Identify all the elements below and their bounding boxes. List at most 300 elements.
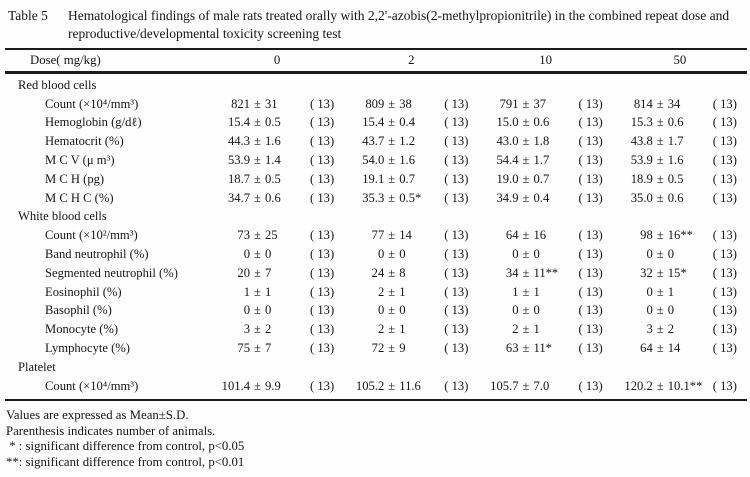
value-cell xyxy=(613,285,703,300)
sd-value: 1.7 xyxy=(533,153,550,168)
dose-group-cell xyxy=(479,97,613,112)
dose-group-cell xyxy=(344,247,478,262)
plus-minus-sign: ± xyxy=(254,322,261,337)
sd-value: 0 xyxy=(667,303,675,318)
animal-count: ( 13) xyxy=(444,153,469,168)
mean-value: 1 xyxy=(243,284,250,299)
plus-minus-sign: ± xyxy=(656,171,664,186)
dose-group-cell xyxy=(479,341,613,356)
value-cell xyxy=(210,285,300,300)
mean-value: 15.4 xyxy=(362,115,385,130)
value-cell xyxy=(479,153,569,168)
value-cell xyxy=(344,322,434,337)
plus-minus-sign: ± xyxy=(388,115,396,130)
value-cell xyxy=(613,191,703,206)
dose-group-cell xyxy=(210,322,344,337)
animal-count: ( 13) xyxy=(444,378,469,393)
mean-value: 3 xyxy=(646,322,653,337)
animal-count: ( 13) xyxy=(444,284,469,299)
plus-minus-sign: ± xyxy=(522,190,530,205)
hematology-table xyxy=(5,48,747,401)
sd-value: 14 xyxy=(667,341,681,356)
value-cell xyxy=(344,153,434,168)
dose-group-cell xyxy=(613,134,747,149)
dose-group-cell xyxy=(344,379,478,394)
mean-value: 43.8 xyxy=(630,134,653,149)
dose-group-cell xyxy=(479,303,613,318)
sd-value: 14 xyxy=(399,228,412,243)
value-cell xyxy=(613,134,703,149)
animal-count: ( 13) xyxy=(578,190,603,205)
mean-value: 0 xyxy=(646,284,653,299)
mean-value: 72 xyxy=(371,341,385,356)
sd-value: 0.6 xyxy=(667,115,684,130)
dose-group-cell xyxy=(344,322,478,337)
value-cell xyxy=(479,341,569,356)
plus-minus-sign: ± xyxy=(522,96,530,111)
sd-value: 7 xyxy=(265,265,272,280)
plus-minus-sign: ± xyxy=(254,115,261,130)
plus-minus-sign: ± xyxy=(254,190,261,205)
animal-count: ( 13) xyxy=(310,303,335,318)
mean-value: 24 xyxy=(371,265,385,280)
mean-value: 15.3 xyxy=(630,115,653,130)
plus-minus-sign: ± xyxy=(388,134,396,149)
value-cell xyxy=(344,191,434,206)
sd-value: 0.5 xyxy=(667,171,684,186)
sd-value: 0 xyxy=(265,303,272,318)
animal-count: ( 13) xyxy=(578,171,603,186)
mean-value: 77 xyxy=(371,228,385,243)
sd-value: 7.0 xyxy=(533,378,550,393)
mean-value: 15.0 xyxy=(496,115,519,130)
dose-group-cell xyxy=(210,172,344,187)
value-cell xyxy=(210,341,300,356)
value-cell xyxy=(613,379,703,394)
mean-value: 0 xyxy=(512,303,519,318)
animal-count: ( 13) xyxy=(444,134,469,149)
animal-count: ( 13) xyxy=(444,322,469,337)
sd-value: 1.6 xyxy=(667,153,684,168)
parameter-label: M C H C (%) xyxy=(45,190,114,205)
dose-group-cell xyxy=(210,228,344,243)
plus-minus-sign: ± xyxy=(254,284,261,299)
mean-value: 43.7 xyxy=(362,134,385,149)
dose-group-cell xyxy=(479,228,613,243)
dose-group-cell xyxy=(210,341,344,356)
plus-minus-sign: ± xyxy=(522,284,530,299)
parameter-label: Basophil (%) xyxy=(45,303,112,318)
plus-minus-sign: ± xyxy=(388,378,396,393)
mean-value: 0 xyxy=(377,247,385,262)
plus-minus-sign: ± xyxy=(254,171,261,186)
dose-group-cell xyxy=(344,266,478,281)
mean-value: 18.7 xyxy=(227,171,250,186)
value-cell xyxy=(479,379,569,394)
animal-count: ( 13) xyxy=(444,171,469,186)
value-cell xyxy=(613,115,703,130)
animal-count: ( 13) xyxy=(310,378,335,393)
plus-minus-sign: ± xyxy=(522,265,530,280)
mean-value: 2 xyxy=(377,284,385,299)
mean-value: 43.0 xyxy=(496,134,519,149)
dose-group-cell xyxy=(613,341,747,356)
dose-group-cell xyxy=(613,228,747,243)
value-cell xyxy=(210,379,300,394)
animal-count: ( 13) xyxy=(578,265,603,280)
footnote-p005: * : significant difference from control, p<0.05 xyxy=(6,439,245,454)
value-cell xyxy=(613,228,703,243)
dose-group-cell xyxy=(479,115,613,130)
sd-value: 16** xyxy=(667,228,693,243)
mean-value: 0 xyxy=(512,247,519,262)
mean-value: 44.3 xyxy=(227,134,250,149)
plus-minus-sign: ± xyxy=(254,265,261,280)
sd-value: 37 xyxy=(533,96,547,111)
animal-count: ( 13) xyxy=(712,190,737,205)
sd-value: 1.4 xyxy=(265,153,281,168)
dose-group-cell xyxy=(344,134,478,149)
sd-value: 9.9 xyxy=(265,378,281,393)
animal-count: ( 13) xyxy=(310,190,335,205)
dose-value-10: 10 xyxy=(539,53,553,67)
dose-group-cell xyxy=(613,285,747,300)
data-row xyxy=(5,151,747,170)
footnote-parenthesis: Parenthesis indicates number of animals. xyxy=(6,423,216,438)
sd-value: 0.4 xyxy=(399,115,415,130)
sd-value: 0 xyxy=(399,303,406,318)
plus-minus-sign: ± xyxy=(254,341,261,356)
sd-value: 1.6 xyxy=(399,153,415,168)
mean-value: 814 xyxy=(633,96,653,111)
footnote-p001: **: significant difference from control, p<0.01 xyxy=(6,454,245,469)
mean-value: 32 xyxy=(640,265,653,280)
mean-value: 19.1 xyxy=(362,171,385,186)
plus-minus-sign: ± xyxy=(656,153,664,168)
animal-count: ( 13) xyxy=(712,96,737,111)
plus-minus-sign: ± xyxy=(522,171,530,186)
animal-count: ( 13) xyxy=(578,247,603,262)
sd-value: 9 xyxy=(399,341,406,356)
parameter-label: Hemoglobin (g/dℓ) xyxy=(45,115,142,130)
parameter-label: Count (×10⁴/mm³) xyxy=(45,378,139,393)
animal-count: ( 13) xyxy=(310,134,335,149)
sd-value: 1 xyxy=(265,284,272,299)
animal-count: ( 13) xyxy=(444,247,469,262)
sd-value: 0.6 xyxy=(533,115,550,130)
mean-value: 53.9 xyxy=(227,153,250,168)
value-cell xyxy=(613,153,703,168)
parameter-label: M C V (μ m³) xyxy=(45,153,115,168)
value-cell xyxy=(344,303,434,318)
value-cell xyxy=(344,266,434,281)
plus-minus-sign: ± xyxy=(656,378,664,393)
plus-minus-sign: ± xyxy=(388,265,396,280)
plus-minus-sign: ± xyxy=(656,134,664,149)
animal-count: ( 13) xyxy=(310,341,335,356)
dose-header-label: Dose( mg/kg) xyxy=(30,53,101,67)
plus-minus-sign: ± xyxy=(254,96,261,111)
mean-value: 54.0 xyxy=(362,153,385,168)
dose-group-cell xyxy=(210,134,344,149)
value-cell xyxy=(210,247,300,262)
dose-group-cell xyxy=(613,266,747,281)
dose-value-2: 2 xyxy=(408,53,415,67)
value-cell xyxy=(613,97,703,112)
section-row xyxy=(5,358,747,377)
dose-group-cell xyxy=(479,266,613,281)
plus-minus-sign: ± xyxy=(656,284,664,299)
dose-group-cell xyxy=(479,322,613,337)
sd-value: 10.1** xyxy=(667,378,703,393)
table-number: Table 5 xyxy=(8,8,48,23)
plus-minus-sign: ± xyxy=(522,322,530,337)
plus-minus-sign: ± xyxy=(656,341,664,356)
plus-minus-sign: ± xyxy=(254,134,261,149)
plus-minus-sign: ± xyxy=(656,322,664,337)
dose-group-cell xyxy=(613,303,747,318)
plus-minus-sign: ± xyxy=(254,247,261,262)
plus-minus-sign: ± xyxy=(254,153,261,168)
value-cell xyxy=(479,266,569,281)
value-cell xyxy=(344,247,434,262)
animal-count: ( 13) xyxy=(310,96,335,111)
plus-minus-sign: ± xyxy=(522,115,530,130)
animal-count: ( 13) xyxy=(310,171,335,186)
mean-value: 20 xyxy=(237,265,250,280)
mean-value: 2 xyxy=(512,322,519,337)
mean-value: 809 xyxy=(365,96,385,111)
dose-group-cell xyxy=(479,134,613,149)
animal-count: ( 13) xyxy=(310,322,335,337)
animal-count: ( 13) xyxy=(712,341,737,356)
dose-group-cell xyxy=(613,172,747,187)
section-label: White blood cells xyxy=(18,209,107,224)
mean-value: 34.7 xyxy=(227,190,250,205)
dose-group-cell xyxy=(344,97,478,112)
value-cell xyxy=(479,228,569,243)
value-cell xyxy=(344,379,434,394)
plus-minus-sign: ± xyxy=(388,96,396,111)
value-cell xyxy=(479,247,569,262)
value-cell xyxy=(613,341,703,356)
sd-value: 38 xyxy=(399,96,412,111)
data-row xyxy=(5,226,747,245)
animal-count: ( 13) xyxy=(578,134,603,149)
plus-minus-sign: ± xyxy=(522,153,530,168)
animal-count: ( 13) xyxy=(310,265,335,280)
value-cell xyxy=(210,191,300,206)
sd-value: 1 xyxy=(533,284,540,299)
section-label: Platelet xyxy=(18,359,56,374)
sd-value: 1.2 xyxy=(399,134,415,149)
plus-minus-sign: ± xyxy=(254,378,261,393)
plus-minus-sign: ± xyxy=(388,303,396,318)
dose-group-cell xyxy=(613,97,747,112)
sd-value: 1.8 xyxy=(533,134,550,149)
value-cell xyxy=(344,97,434,112)
value-cell xyxy=(210,97,300,112)
plus-minus-sign: ± xyxy=(656,303,664,318)
dose-group-cell xyxy=(613,191,747,206)
animal-count: ( 13) xyxy=(712,378,737,393)
value-cell xyxy=(210,172,300,187)
animal-count: ( 13) xyxy=(578,96,603,111)
footnotes xyxy=(6,408,244,470)
sd-value: 8 xyxy=(399,265,406,280)
plus-minus-sign: ± xyxy=(388,247,396,262)
animal-count: ( 13) xyxy=(712,247,737,262)
value-cell xyxy=(479,172,569,187)
value-cell xyxy=(613,247,703,262)
mean-value: 0 xyxy=(243,303,250,318)
value-cell xyxy=(344,228,434,243)
value-cell xyxy=(344,341,434,356)
mean-value: 63 xyxy=(505,341,519,356)
animal-count: ( 13) xyxy=(712,115,737,130)
mean-value: 821 xyxy=(231,96,250,111)
data-row xyxy=(5,170,747,189)
dose-group-cell xyxy=(344,153,478,168)
dose-group-cell xyxy=(210,266,344,281)
value-cell xyxy=(344,285,434,300)
parameter-label: Monocyte (%) xyxy=(45,322,119,337)
sd-value: 11* xyxy=(533,341,552,356)
mean-value: 34 xyxy=(505,265,519,280)
dose-group-cell xyxy=(344,285,478,300)
mean-value: 120.2 xyxy=(624,378,653,393)
data-row xyxy=(5,320,747,339)
value-cell xyxy=(210,322,300,337)
parameter-label: Segmented neutrophil (%) xyxy=(45,265,178,280)
value-cell xyxy=(613,322,703,337)
dose-group-cell xyxy=(210,303,344,318)
value-cell xyxy=(479,134,569,149)
sd-value: 0 xyxy=(399,247,406,262)
sd-value: 1 xyxy=(533,322,540,337)
sd-value: 0 xyxy=(265,247,272,262)
animal-count: ( 13) xyxy=(578,284,603,299)
mean-value: 0 xyxy=(243,247,250,262)
parameter-label: Band neutrophil (%) xyxy=(45,247,149,262)
data-row xyxy=(5,132,747,151)
value-cell xyxy=(344,134,434,149)
dose-group-cell xyxy=(344,191,478,206)
animal-count: ( 13) xyxy=(444,190,469,205)
sd-value: 11.6 xyxy=(399,378,421,393)
plus-minus-sign: ± xyxy=(388,228,396,243)
plus-minus-sign: ± xyxy=(656,228,664,243)
animal-count: ( 13) xyxy=(578,153,603,168)
dose-group-cell xyxy=(479,247,613,262)
animal-count: ( 13) xyxy=(310,228,335,243)
value-cell xyxy=(210,228,300,243)
data-row xyxy=(5,189,747,208)
value-cell xyxy=(479,115,569,130)
value-cell xyxy=(210,134,300,149)
mean-value: 34.9 xyxy=(496,190,519,205)
parameter-label: M C H (pg) xyxy=(45,171,105,186)
value-cell xyxy=(210,115,300,130)
dose-group-cell xyxy=(210,115,344,130)
sd-value: 34 xyxy=(667,96,681,111)
dose-group-cell xyxy=(479,191,613,206)
animal-count: ( 13) xyxy=(712,303,737,318)
data-row xyxy=(5,114,747,133)
mean-value: 19.0 xyxy=(496,171,519,186)
animal-count: ( 13) xyxy=(712,265,737,280)
animal-count: ( 13) xyxy=(712,153,737,168)
sd-value: 0 xyxy=(533,247,540,262)
animal-count: ( 13) xyxy=(444,115,469,130)
animal-count: ( 13) xyxy=(310,247,335,262)
animal-count: ( 13) xyxy=(444,228,469,243)
sd-value: 15* xyxy=(667,265,687,280)
mean-value: 18.9 xyxy=(630,171,653,186)
dose-group-cell xyxy=(613,115,747,130)
value-cell xyxy=(479,303,569,318)
animal-count: ( 13) xyxy=(310,153,335,168)
mean-value: 101.4 xyxy=(221,378,250,393)
table-body xyxy=(5,74,747,401)
sd-value: 1.7 xyxy=(667,134,684,149)
plus-minus-sign: ± xyxy=(522,303,530,318)
dose-group-cell xyxy=(613,322,747,337)
dose-group-cell xyxy=(210,97,344,112)
animal-count: ( 13) xyxy=(444,341,469,356)
animal-count: ( 13) xyxy=(712,134,737,149)
plus-minus-sign: ± xyxy=(388,190,396,205)
dose-value-50: 50 xyxy=(673,53,687,67)
sd-value: 0.6 xyxy=(265,190,281,205)
dose-group-cell xyxy=(210,247,344,262)
mean-value: 73 xyxy=(237,228,250,243)
table-title-block xyxy=(0,0,750,42)
plus-minus-sign: ± xyxy=(522,134,530,149)
mean-value: 1 xyxy=(512,284,519,299)
sd-value: 11** xyxy=(533,265,559,280)
animal-count: ( 13) xyxy=(578,228,603,243)
animal-count: ( 13) xyxy=(578,378,603,393)
value-cell xyxy=(613,303,703,318)
mean-value: 0 xyxy=(377,303,385,318)
plus-minus-sign: ± xyxy=(388,153,396,168)
mean-value: 791 xyxy=(499,96,519,111)
mean-value: 35.3 xyxy=(362,190,385,205)
animal-count: ( 13) xyxy=(578,322,603,337)
data-row xyxy=(5,245,747,264)
animal-count: ( 13) xyxy=(712,284,737,299)
data-row xyxy=(5,95,747,114)
dose-group-cell xyxy=(210,285,344,300)
dose-group-cell xyxy=(210,191,344,206)
animal-count: ( 13) xyxy=(712,228,737,243)
value-cell xyxy=(210,266,300,281)
dose-group-cell xyxy=(479,379,613,394)
value-cell xyxy=(613,266,703,281)
dose-group-cell xyxy=(344,303,478,318)
mean-value: 64 xyxy=(640,341,653,356)
parameter-label: Eosinophil (%) xyxy=(45,284,122,299)
sd-value: 16 xyxy=(533,228,547,243)
value-cell xyxy=(344,115,434,130)
plus-minus-sign: ± xyxy=(522,378,530,393)
sd-value: 0.7 xyxy=(533,171,550,186)
dose-group-cell xyxy=(613,247,747,262)
animal-count: ( 13) xyxy=(310,284,335,299)
data-row xyxy=(5,264,747,283)
value-cell xyxy=(344,172,434,187)
